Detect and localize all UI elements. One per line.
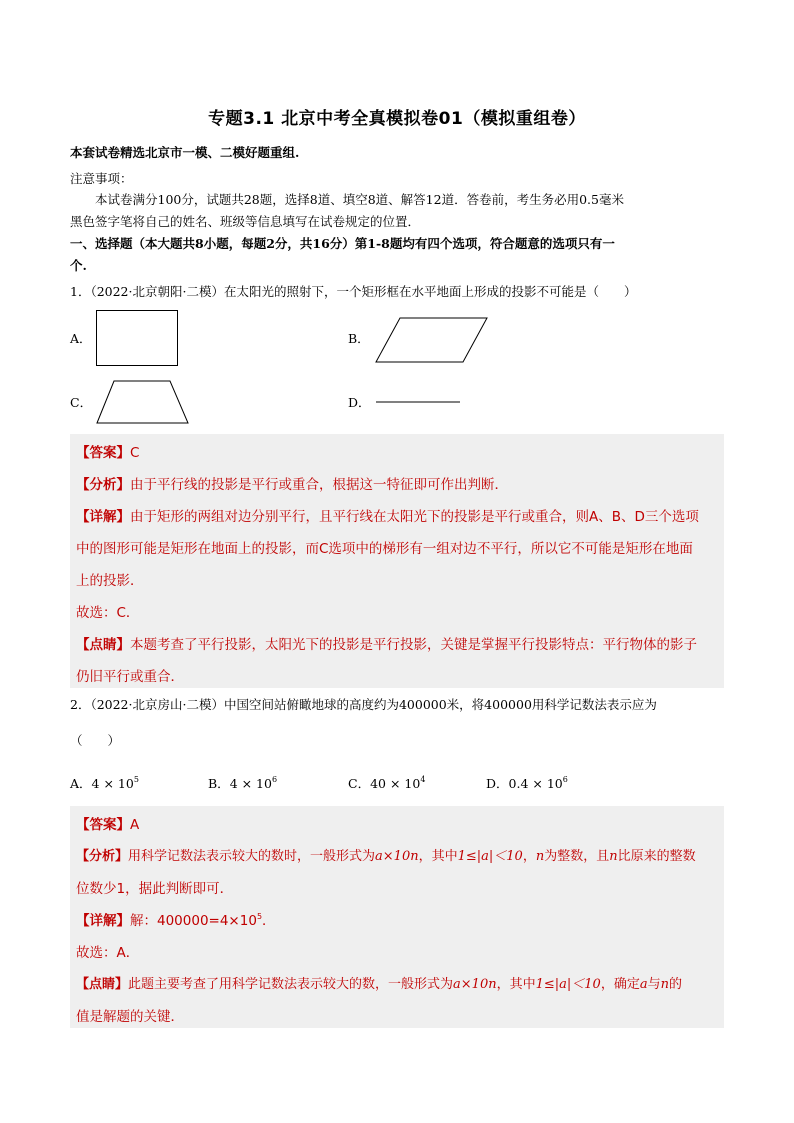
notice-line-2: 黑色签字笔将自己的姓名、班级等信息填写在试卷规定的位置． xyxy=(70,214,421,229)
q2-analysis-text-e: 比原来的整数 xyxy=(617,849,696,864)
q2-detail-line xyxy=(76,909,718,929)
q2-analysis-text-b: ，其中 xyxy=(418,849,458,864)
q1-comment-line-1 xyxy=(76,633,718,653)
q1-solution-panel xyxy=(70,434,724,688)
q2-analysis-n2: n xyxy=(609,849,618,864)
q2-comment-n-var: n xyxy=(660,977,669,992)
q2-detail-end: ． xyxy=(262,913,276,929)
q2-analysis-line-2: 位数少1，据此判断即可． xyxy=(76,881,234,897)
q1-choice-line: 故选：C． xyxy=(76,605,140,621)
q1-comment-tag: 【点睛】 xyxy=(76,637,130,653)
q2-solution-panel xyxy=(70,806,724,1028)
q2-comment-tag: 【点睛】 xyxy=(76,977,129,992)
q2-detail-text: 解：400000=4×10 xyxy=(130,913,257,929)
q2-option-a-exponent: 5 xyxy=(133,775,139,784)
q2-option-d xyxy=(486,776,568,792)
q2-answer-tag: 【答案】 xyxy=(76,817,130,833)
q2-comment-a-var: a xyxy=(639,977,648,992)
q2-option-d-base: 0.4 × 10 xyxy=(508,776,563,791)
q1-option-a-label: A． xyxy=(70,331,92,346)
q1-answer-line xyxy=(76,441,718,461)
q2-analysis-n: n xyxy=(535,849,545,864)
q2-comment-line-1 xyxy=(76,973,718,992)
q1-analysis-line xyxy=(76,473,718,493)
q2-comment-text-d: 与 xyxy=(647,977,661,992)
q1-answer-tag: 【答案】 xyxy=(76,445,130,461)
section-heading-line-1: 一、选择题（本大题共8小题，每题2分，共16分）第1-8题均有四个选项，符合题意的选项只有一 xyxy=(70,236,615,251)
q2-analysis-tag: 【分析】 xyxy=(76,849,129,864)
page-title: 专题3.1 北京中考全真模拟卷01（模拟重组卷） xyxy=(208,109,586,129)
q2-answer: A xyxy=(130,817,140,833)
q1-option-d-segment-figure xyxy=(376,401,462,404)
q2-detail-exponent: 5 xyxy=(256,912,263,921)
q2-choice-line: 故选：A． xyxy=(76,945,140,961)
q1-option-b-parallelogram-figure xyxy=(375,316,490,364)
q1-stem: 1．（2022·北京朝阳·二模）在太阳光的照射下，一个矩形框在水平地面上形成的投影不可能是（ ） xyxy=(70,284,637,299)
q2-option-a-label: A． xyxy=(70,776,92,791)
q2-comment-line-2: 值是解题的关键． xyxy=(76,1009,184,1025)
q2-analysis-text-c: ， xyxy=(522,849,536,864)
q2-comment-text-a: 此题主要考查了用科学记数法表示较大的数，一般形式为 xyxy=(128,977,454,992)
intro-text: 本套试卷精选北京市一模、二模好题重组. xyxy=(70,145,300,160)
q2-analysis-form: a×10n xyxy=(375,849,419,864)
q1-detail-text-1: 由于矩形的两组对边分别平行，且平行线在太阳光下的投影是平行或重合，则A、B、D三个选项 xyxy=(130,509,699,525)
q2-comment-text-c: ，确定 xyxy=(600,977,640,992)
q2-analysis-text-a: 用科学记数法表示较大的数时，一般形式为 xyxy=(128,849,376,864)
q2-option-c-label: C． xyxy=(348,776,371,791)
q1-comment-text-1: 本题考查了平行投影，太阳光下的投影是平行投影，关键是掌握平行投影特点：平行物体的影子 xyxy=(130,637,697,653)
q2-comment-form: a×10n xyxy=(453,977,497,992)
q2-comment-text-e: 的 xyxy=(669,977,683,992)
q2-answer-line xyxy=(76,813,718,833)
q2-option-a xyxy=(70,776,139,792)
q2-option-c-exponent: 4 xyxy=(420,775,426,784)
q2-detail-tag: 【详解】 xyxy=(76,913,130,929)
q2-option-c-base: 40 × 10 xyxy=(370,776,421,791)
q1-option-a-rectangle-figure xyxy=(96,310,179,367)
q2-comment-text-b: ，其中 xyxy=(496,977,536,992)
q2-option-d-exponent: 6 xyxy=(562,775,568,784)
q2-option-c xyxy=(348,776,425,792)
q1-detail-line-2: 中的图形可能是矩形在地面上的投影，而C选项中的梯形有一组对边不平行，所以它不可能是矩形在地面 xyxy=(76,541,693,557)
q2-comment-range: 1≤|a|＜10 xyxy=(535,977,601,992)
q1-detail-line-3: 上的投影． xyxy=(76,573,144,589)
q2-stem: 2．（2022·北京房山·二模）中国空间站俯瞰地球的高度约为400000米，将400000用科学记数法表示应为 xyxy=(70,697,657,712)
q1-option-d-label: D． xyxy=(348,395,371,410)
q1-option-c-trapezoid-figure xyxy=(96,379,190,425)
notice-line-1: 本试卷满分100分，试题共28题，选择8道、填空8道、解答12道．答卷前，考生务必用0.5毫米 xyxy=(95,192,624,207)
q1-answer: C xyxy=(130,445,140,461)
q2-paren: （ ） xyxy=(70,733,121,748)
q1-analysis: 由于平行线的投影是平行或重合，根据这一特征即可作出判断． xyxy=(130,477,508,493)
q2-option-b-label: B． xyxy=(208,776,230,791)
q1-option-c-label: C． xyxy=(70,395,93,410)
q2-analysis-line-1 xyxy=(76,845,718,864)
q1-detail-tag: 【详解】 xyxy=(76,509,130,525)
q2-option-b-exponent: 6 xyxy=(271,775,278,784)
q2-option-a-base: 4 × 10 xyxy=(91,776,134,791)
q2-option-b-base: 4 × 10 xyxy=(229,776,272,791)
q1-analysis-tag: 【分析】 xyxy=(76,477,130,493)
q2-option-d-label: D． xyxy=(486,776,509,791)
q1-comment-line-2: 仍旧平行或重合． xyxy=(76,669,184,685)
q1-detail-line-1 xyxy=(76,505,718,525)
q2-analysis-text-d: 为整数，且 xyxy=(544,849,610,864)
q2-analysis-range: 1≤|a|＜10 xyxy=(457,849,523,864)
section-heading-line-2: 个. xyxy=(70,258,87,273)
q1-option-b-label: B． xyxy=(348,331,370,346)
notice-label: 注意事项： xyxy=(70,171,133,186)
q2-option-b xyxy=(208,776,277,792)
